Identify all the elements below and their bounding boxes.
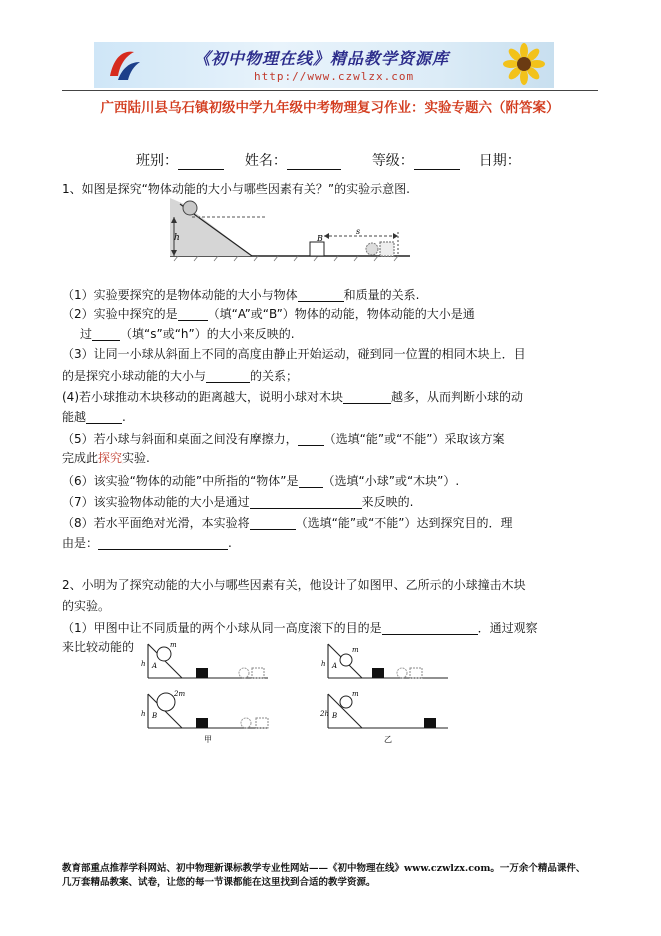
q1-item-2: （2）实验中探究的是 （填“A”或“B”）物体的动能，物体动能的大小是通 [62,307,475,321]
sunflower-icon [494,42,550,88]
q1-figure [170,196,420,268]
q2-fig-2m-label: 2m [174,690,186,698]
name-field[interactable] [287,155,341,170]
q1-blank-10[interactable] [250,515,296,530]
q1-blank-9[interactable] [250,494,362,509]
q2-item-1-cont: 来比较动能的 [62,640,135,654]
q1-fig-h-label: h [174,233,180,243]
grade-label: 等级： [371,153,414,169]
q1-blank-5[interactable] [343,389,391,404]
q1-item-5-cont: 完成此探究实验. [62,451,150,465]
q2-intro-1: 2、小明为了探究动能的大小与哪些因素有关，他设计了如图甲、乙所示的小球撞击木块 [62,578,526,592]
footer-line-2: 几万套精品教案、试卷，让您的每一节课都能在这里找到合适的教学资源。 [62,877,376,888]
grade-field[interactable] [414,155,460,170]
q2-fig-b-label: B [152,712,158,720]
q1-item-8-cont: 由是： . [62,536,232,550]
q2-item-1: （1）甲图中让不同质量的两个小球从同一高度滚下的目的是 ．通过观察 [62,621,538,635]
q1-item-1: （1）实验要探究的是物体动能的大小与物体 和质量的关系. [62,288,420,302]
q1-blank-3[interactable] [92,326,120,341]
q2-intro-2: 的实验。 [62,599,111,613]
q1-item-4-cont: 能越 . [62,410,126,424]
date-label: 日期： [478,153,521,169]
q1-item-8: （8）若水平面绝对光滑，本实验将 （选填“能”或“不能”）达到探究目的．理 [62,516,513,530]
q2-fig-yi-label: 乙 [384,735,392,744]
q1-item-4: (4)若小球推动木块移动的距离越大，说明小球对木块 越多，从而判断小球的动 [62,390,524,404]
q1-blank-6[interactable] [86,409,122,424]
q1-item-5: （5）若小球与斜面和桌面之间没有摩擦力， （选填“能”或“不能”）采取该方案 [62,432,505,446]
q2-fig-m-label: m [170,641,177,649]
q2-fig-h-label-2: h [141,710,146,718]
q2-fig-h-label: h [141,660,146,668]
page-footer [62,862,585,890]
name-label: 姓名： [244,153,287,169]
footer-line-1: 教育部重点推荐学科网站、初中物理新课标教学专业性网站——《初中物理在线》www.czwlzx.com。一万余个精品课件、 [62,863,586,874]
q2-fig-m-label-2: m [352,646,359,654]
q1-item-7: （7）该实验物体动能的大小是通过 来反映的. [62,495,414,509]
q1-intro: 1、如图是探究“物体动能的大小与哪些因素有关？”的实验示意图. [62,182,410,196]
q2-figure [140,638,480,748]
student-info-line [136,150,521,170]
q1-blank-1[interactable] [298,287,344,302]
q2-fig-2h-label: 2h [320,710,329,718]
q2-fig-a-label: A [152,662,158,670]
q2-fig-m-label-3: m [352,690,359,698]
class-field[interactable] [178,155,224,170]
q1-fig-b-label: B [317,234,323,243]
class-label: 班别： [136,153,178,169]
q1-item-2-cont: 过 （填“s”或“h”）的大小来反映的. [80,327,295,341]
q1-blank-4[interactable] [206,368,250,383]
q2-blank-1[interactable] [382,620,478,635]
q1-blank-2[interactable] [178,306,208,321]
q1-blank-7[interactable] [298,431,324,446]
site-logo-icon [104,46,144,84]
header-banner [94,42,554,88]
q1-fig-s-label: s [356,227,361,236]
q2-fig-b-label-2: B [332,712,338,720]
q2-fig-h-label-3: h [321,660,326,668]
q2-fig-jia-label: 甲 [204,735,212,744]
q1-blank-8[interactable] [299,473,323,488]
q1-item-3-cont: 的是探究小球动能的大小与 的关系； [62,369,299,383]
banner-title: 《初中物理在线》精品教学资源库 [194,49,450,68]
header-divider [62,90,598,91]
document-title: 广西陆川县乌石镇初级中学九年级中考物理复习作业：实验专题六（附答案） [100,100,560,116]
banner-url[interactable]: http://www.czwlzx.com [254,70,415,83]
q1-item-3: （3）让同一小球从斜面上不同的高度由静止开始运动，碰到同一位置的相同木块上．目 [62,347,526,361]
q1-blank-11[interactable] [98,535,228,550]
q2-fig-a-label-2: A [332,662,338,670]
q1-item-6: （6）该实验“物体的动能”中所指的“物体”是 （选填“小球”或“木块”）. [62,474,460,488]
